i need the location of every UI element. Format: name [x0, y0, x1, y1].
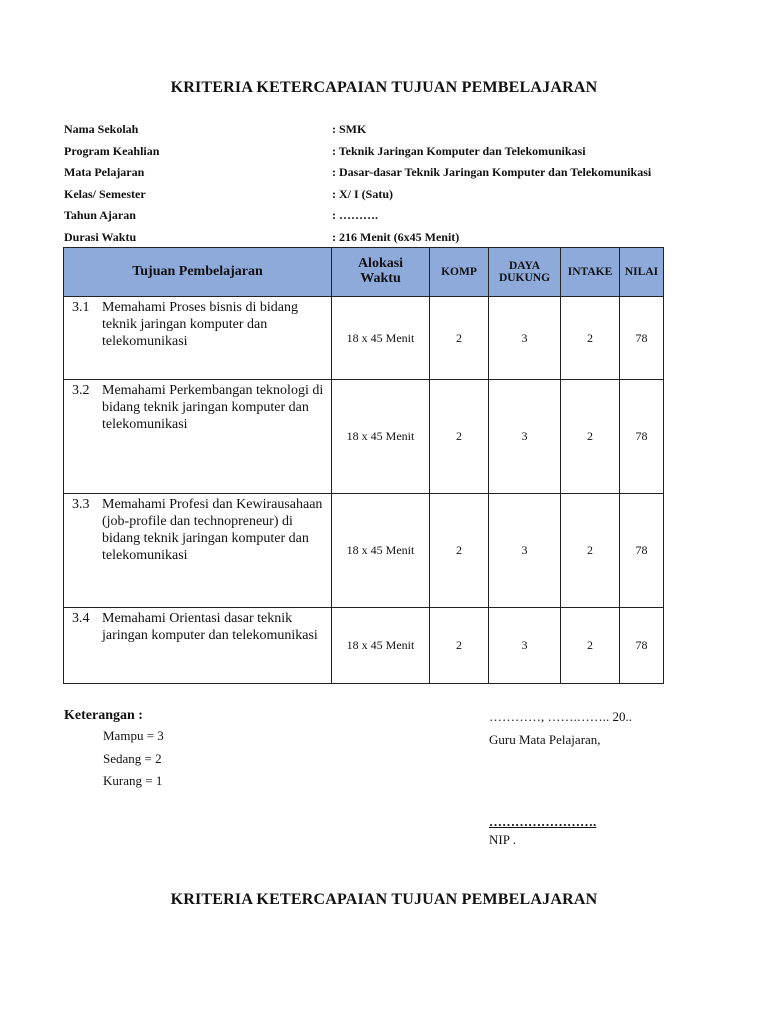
daya-cell: 3	[489, 608, 561, 684]
info-label: Durasi Waktu	[64, 229, 137, 244]
tp-number: 3.4	[72, 611, 90, 626]
kktp-table	[63, 247, 664, 684]
info-value: : 216 Menit (6x45 Menit)	[332, 229, 460, 244]
alokasi-cell: 18 x 45 Menit	[332, 608, 430, 684]
nilai-cell: 78	[620, 380, 664, 494]
signature-place-date: …………, …….…….. 20..	[489, 709, 632, 724]
signature-nip: NIP .	[489, 832, 516, 847]
table-row	[64, 380, 664, 494]
table-row	[64, 494, 664, 608]
tp-text: Memahami Proses bisnis di bidang teknik jaringan komputer dan telekomunikasi	[102, 300, 298, 349]
info-label: Mata Pelajaran	[64, 165, 145, 180]
info-row-school	[64, 122, 664, 144]
header-tujuan: Tujuan Pembelajaran	[64, 248, 332, 297]
tujuan-cell	[64, 494, 332, 608]
komp-cell: 2	[430, 297, 489, 380]
header-komp: KOMP	[430, 248, 489, 297]
header-nilai: NILAI	[620, 248, 664, 297]
table-row	[64, 608, 664, 684]
intake-cell: 2	[561, 494, 620, 608]
document-title: KRITERIA KETERCAPAIAN TUJUAN PEMBELAJARAN	[170, 79, 598, 96]
nilai-cell: 78	[620, 608, 664, 684]
signature-role: Guru Mata Pelajaran,	[489, 732, 601, 747]
table-row	[64, 297, 664, 380]
daya-cell: 3	[489, 380, 561, 494]
info-label: Tahun Ajaran	[64, 208, 136, 223]
alokasi-cell: 18 x 45 Menit	[332, 494, 430, 608]
info-label: Program Keahlian	[64, 143, 160, 158]
tp-text: Memahami Perkembangan teknologi di bidang teknik jaringan komputer dan telekomunikasi	[102, 383, 324, 432]
intake-cell: 2	[561, 380, 620, 494]
keterangan-title: Keterangan :	[64, 708, 143, 723]
tp-text: Memahami Orientasi dasar teknik jaringan komputer dan telekomunikasi	[102, 611, 318, 643]
info-value: : Dasar-dasar Teknik Jaringan Komputer dan Telekomunikasi	[332, 165, 652, 180]
daya-cell: 3	[489, 494, 561, 608]
info-row-subject	[64, 165, 664, 187]
alokasi-cell: 18 x 45 Menit	[332, 297, 430, 380]
komp-cell: 2	[430, 494, 489, 608]
komp-cell: 2	[430, 608, 489, 684]
header-alokasi-line1: Alokasi	[357, 256, 404, 272]
keterangan-item: Kurang = 1	[103, 773, 163, 788]
nilai-cell: 78	[620, 494, 664, 608]
info-row-class	[64, 187, 664, 209]
header-daya-dukung	[489, 248, 561, 297]
keterangan-item: Sedang = 2	[103, 751, 162, 766]
info-value: : SMK	[332, 122, 367, 136]
header-daya-line2: DUKUNG	[498, 272, 551, 284]
nilai-cell: 78	[620, 297, 664, 380]
info-value: : Teknik Jaringan Komputer dan Telekomunikasi	[332, 143, 586, 158]
info-row-year	[64, 208, 664, 230]
info-label: Nama Sekolah	[64, 122, 139, 136]
document-title-next: KRITERIA KETERCAPAIAN TUJUAN PEMBELAJARAN	[170, 891, 598, 908]
signature-name: …………………….	[489, 814, 597, 829]
intake-cell: 2	[561, 608, 620, 684]
header-daya-line1: DAYA	[508, 259, 541, 272]
header-intake: INTAKE	[561, 248, 620, 297]
tujuan-cell	[64, 297, 332, 380]
daya-cell: 3	[489, 297, 561, 380]
tp-text: Memahami Profesi dan Kewirausahaan (job-profile dan technopreneur) di bidang teknik jaringan komputer dan telekomunikasi	[102, 497, 323, 563]
tp-number: 3.2	[72, 383, 90, 398]
tujuan-cell	[64, 380, 332, 494]
header-alokasi	[332, 248, 430, 297]
tp-number: 3.3	[72, 497, 90, 512]
info-value: : ……….	[332, 208, 378, 223]
tujuan-cell	[64, 608, 332, 684]
info-label: Kelas/ Semester	[64, 186, 146, 201]
info-value: : X/ I (Satu)	[332, 186, 394, 201]
keterangan-item: Mampu = 3	[103, 728, 164, 743]
alokasi-cell: 18 x 45 Menit	[332, 380, 430, 494]
info-row-program	[64, 144, 664, 166]
identity-block	[64, 122, 664, 252]
header-alokasi-line2: Waktu	[360, 271, 401, 286]
table-header-row	[64, 248, 664, 297]
tp-number: 3.1	[72, 300, 90, 315]
komp-cell: 2	[430, 380, 489, 494]
intake-cell: 2	[561, 297, 620, 380]
